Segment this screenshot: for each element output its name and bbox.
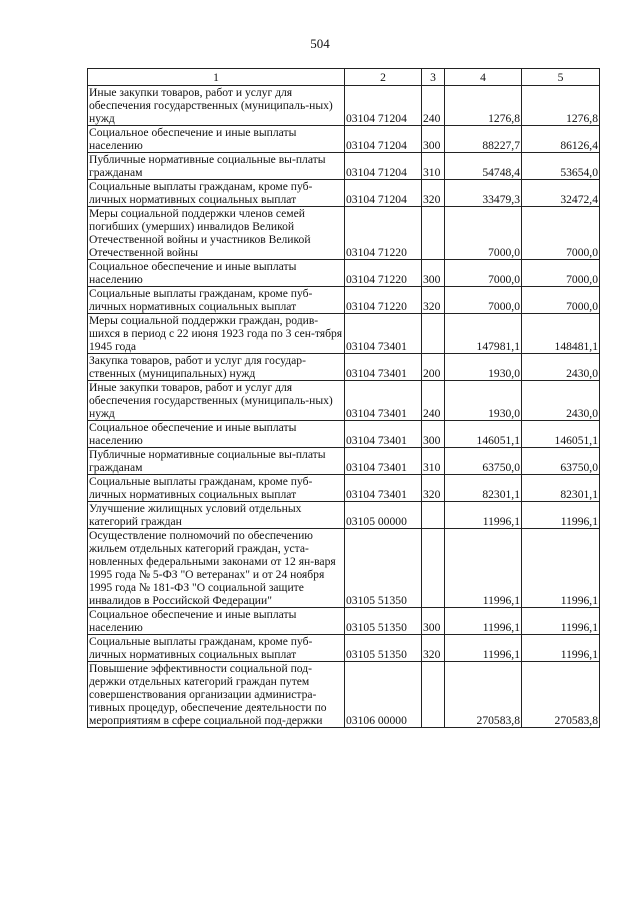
- header-col-5: 5: [522, 69, 600, 86]
- row-type: 320: [422, 635, 445, 662]
- row-name: Повышение эффективности социальной под-держки отдельных категорий граждан путем совершенствования организации администра-тивных процедур, обеспечение деятельности по мероприятиям в сфере социальной под-держки: [88, 662, 345, 728]
- row-value-col4: 146051,1: [445, 421, 522, 448]
- table-row: [88, 86, 600, 126]
- header-col-3: 3: [422, 69, 445, 86]
- row-code: 03104 73401: [345, 421, 422, 448]
- row-type: 300: [422, 608, 445, 635]
- row-name: Социальные выплаты гражданам, кроме пуб-личных нормативных социальных выплат: [88, 475, 345, 502]
- table-row: [88, 662, 600, 728]
- row-type: [422, 502, 445, 529]
- row-type: [422, 314, 445, 354]
- header-col-2: 2: [345, 69, 422, 86]
- row-value-col4: 82301,1: [445, 475, 522, 502]
- row-value-col4: 1276,8: [445, 86, 522, 126]
- row-code: 03105 00000: [345, 502, 422, 529]
- row-value-col5: 82301,1: [522, 475, 600, 502]
- row-value-col5: 11996,1: [522, 608, 600, 635]
- row-value-col4: 7000,0: [445, 287, 522, 314]
- row-type: 300: [422, 260, 445, 287]
- table-row: [88, 260, 600, 287]
- row-value-col4: 88227,7: [445, 126, 522, 153]
- row-code: 03104 71204: [345, 180, 422, 207]
- row-value-col5: 7000,0: [522, 260, 600, 287]
- row-value-col5: 32472,4: [522, 180, 600, 207]
- row-code: 03106 00000: [345, 662, 422, 728]
- row-code: 03104 73401: [345, 448, 422, 475]
- row-value-col5: 146051,1: [522, 421, 600, 448]
- table-row: [88, 381, 600, 421]
- row-type: 310: [422, 448, 445, 475]
- budget-table: [87, 68, 600, 728]
- table-row: [88, 608, 600, 635]
- table-row: [88, 502, 600, 529]
- row-name: Публичные нормативные социальные вы-платы гражданам: [88, 448, 345, 475]
- row-value-col5: 1276,8: [522, 86, 600, 126]
- row-value-col5: 63750,0: [522, 448, 600, 475]
- row-name: Закупка товаров, работ и услуг для государ-ственных (муниципальных) нужд: [88, 354, 345, 381]
- row-name: Социальные выплаты гражданам, кроме пуб-личных нормативных социальных выплат: [88, 180, 345, 207]
- table-row: [88, 287, 600, 314]
- row-value-col4: 270583,8: [445, 662, 522, 728]
- row-value-col5: 7000,0: [522, 287, 600, 314]
- row-name: Иные закупки товаров, работ и услуг для обеспечения государственных (муниципаль-ных) нужд: [88, 86, 345, 126]
- row-type: 300: [422, 421, 445, 448]
- row-code: 03104 71204: [345, 126, 422, 153]
- row-type: 200: [422, 354, 445, 381]
- row-code: 03104 73401: [345, 475, 422, 502]
- row-name: Социальное обеспечение и иные выплаты населению: [88, 421, 345, 448]
- row-value-col4: 11996,1: [445, 608, 522, 635]
- row-type: 300: [422, 126, 445, 153]
- row-type: 320: [422, 180, 445, 207]
- page-number: 504: [310, 36, 330, 51]
- row-value-col4: 1930,0: [445, 354, 522, 381]
- row-code: 03105 51350: [345, 608, 422, 635]
- row-value-col4: 7000,0: [445, 260, 522, 287]
- row-type: 240: [422, 86, 445, 126]
- table-row: [88, 207, 600, 260]
- row-type: 320: [422, 287, 445, 314]
- row-value-col5: 2430,0: [522, 354, 600, 381]
- row-value-col4: 147981,1: [445, 314, 522, 354]
- row-name: Публичные нормативные социальные вы-платы гражданам: [88, 153, 345, 180]
- row-type: 240: [422, 381, 445, 421]
- row-name: Осуществление полномочий по обеспечению жильем отдельных категорий граждан, уста-новленных федеральными законами от 12 ян-варя 1995 года № 5-ФЗ "О ветеранах" и от 24 ноября 1995 года № 181-ФЗ "О социальной защите инвалидов в Российской Федерации": [88, 529, 345, 608]
- row-code: 03104 73401: [345, 354, 422, 381]
- row-value-col4: 54748,4: [445, 153, 522, 180]
- table-row: [88, 314, 600, 354]
- row-value-col4: 7000,0: [445, 207, 522, 260]
- table-row: [88, 635, 600, 662]
- row-code: 03104 71204: [345, 153, 422, 180]
- row-code: 03105 51350: [345, 635, 422, 662]
- row-type: [422, 662, 445, 728]
- row-code: 03104 71220: [345, 207, 422, 260]
- row-type: [422, 529, 445, 608]
- row-value-col4: 11996,1: [445, 635, 522, 662]
- row-type: [422, 207, 445, 260]
- row-value-col5: 11996,1: [522, 529, 600, 608]
- table-row: [88, 153, 600, 180]
- table-row: [88, 448, 600, 475]
- row-value-col5: 11996,1: [522, 635, 600, 662]
- row-name: Иные закупки товаров, работ и услуг для обеспечения государственных (муниципаль-ных) нужд: [88, 381, 345, 421]
- table-row: [88, 180, 600, 207]
- row-value-col5: 11996,1: [522, 502, 600, 529]
- row-code: 03105 51350: [345, 529, 422, 608]
- row-name: Социальные выплаты гражданам, кроме пуб-личных нормативных социальных выплат: [88, 287, 345, 314]
- row-value-col5: 53654,0: [522, 153, 600, 180]
- table-row: [88, 354, 600, 381]
- row-value-col4: 11996,1: [445, 529, 522, 608]
- table-row: [88, 529, 600, 608]
- row-value-col5: 148481,1: [522, 314, 600, 354]
- row-value-col5: 7000,0: [522, 207, 600, 260]
- row-name: Социальное обеспечение и иные выплаты населению: [88, 608, 345, 635]
- row-type: 320: [422, 475, 445, 502]
- row-value-col4: 63750,0: [445, 448, 522, 475]
- row-code: 03104 71204: [345, 86, 422, 126]
- row-code: 03104 71220: [345, 260, 422, 287]
- row-value-col4: 11996,1: [445, 502, 522, 529]
- table-row: [88, 126, 600, 153]
- row-value-col5: 2430,0: [522, 381, 600, 421]
- row-value-col4: 33479,3: [445, 180, 522, 207]
- row-value-col5: 270583,8: [522, 662, 600, 728]
- header-row: [88, 69, 600, 86]
- row-name: Социальные выплаты гражданам, кроме пуб-личных нормативных социальных выплат: [88, 635, 345, 662]
- row-name: Улучшение жилищных условий отдельных категорий граждан: [88, 502, 345, 529]
- header-col-1: 1: [88, 69, 345, 86]
- table-row: [88, 421, 600, 448]
- table-row: [88, 475, 600, 502]
- row-name: Социальное обеспечение и иные выплаты населению: [88, 260, 345, 287]
- row-type: 310: [422, 153, 445, 180]
- row-code: 03104 73401: [345, 314, 422, 354]
- row-code: 03104 71220: [345, 287, 422, 314]
- row-value-col5: 86126,4: [522, 126, 600, 153]
- row-value-col4: 1930,0: [445, 381, 522, 421]
- row-name: Меры социальной поддержки членов семей погибших (умерших) инвалидов Великой Отечественной войны и участников Великой Отечественной войны: [88, 207, 345, 260]
- row-name: Меры социальной поддержки граждан, родив-шихся в период с 22 июня 1923 года по 3 сен-тября 1945 года: [88, 314, 345, 354]
- row-name: Социальное обеспечение и иные выплаты населению: [88, 126, 345, 153]
- row-code: 03104 73401: [345, 381, 422, 421]
- header-col-4: 4: [445, 69, 522, 86]
